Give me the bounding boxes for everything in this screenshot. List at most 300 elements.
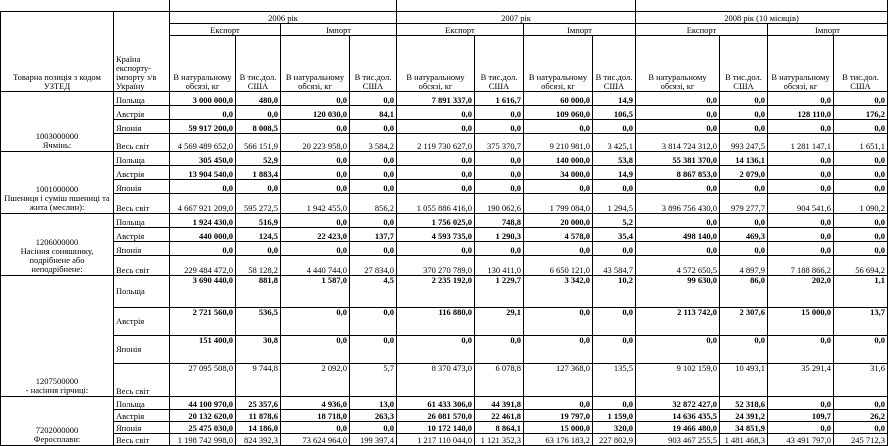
value-cell: 43 584,7	[593, 255, 636, 275]
value-cell: 52 318,6	[720, 396, 768, 409]
value-cell: 0,0	[524, 119, 593, 133]
value-cell: 263,3	[350, 409, 397, 421]
value-cell: 60 000,0	[524, 91, 593, 105]
value-cell: 1 481 468,3	[720, 433, 768, 445]
usd-header: В тис.дол. США	[834, 35, 888, 91]
value-cell: 6 078,8	[475, 363, 524, 396]
value-cell: 99 630,0	[636, 275, 720, 307]
year-header-row	[1, 11, 888, 23]
value-cell: 1 651,1	[834, 133, 888, 151]
value-cell: 0,0	[720, 105, 768, 119]
value-cell: 0,0	[636, 241, 720, 255]
import-2007-header: Імпорт	[524, 23, 636, 35]
table-row-total	[1, 363, 888, 396]
value-cell: 13 904 540,0	[170, 165, 236, 179]
value-cell: 0,0	[834, 91, 888, 105]
value-cell: 14,9	[593, 91, 636, 105]
value-cell: 0,0	[834, 119, 888, 133]
value-cell: 1 799 084,0	[524, 193, 593, 213]
table-row	[1, 241, 888, 255]
table-row	[1, 409, 888, 421]
value-cell: 0,0	[636, 105, 720, 119]
country-cell: Австрія	[114, 105, 170, 119]
value-cell: 8 867 853,0	[636, 165, 720, 179]
value-cell: 824 392,3	[236, 433, 281, 445]
value-cell: 202,0	[768, 275, 834, 307]
value-cell: 10 493,1	[720, 363, 768, 396]
value-cell: 516,9	[236, 213, 281, 227]
value-cell: 595 272,5	[236, 193, 281, 213]
value-cell: 3 814 724 312,0	[636, 133, 720, 151]
qty-header: В натуральному обсязі, кг	[524, 35, 593, 91]
value-cell: 120 030,0	[281, 105, 350, 119]
value-cell: 14,9	[593, 165, 636, 179]
value-cell: 2 113 742,0	[636, 307, 720, 335]
table-row	[1, 275, 888, 307]
value-cell: 0,0	[281, 151, 350, 165]
value-cell: 20 000,0	[524, 213, 593, 227]
export-2008-header: Експорт	[636, 23, 768, 35]
value-cell: 9 210 981,0	[524, 133, 593, 151]
value-cell: 480,0	[236, 91, 281, 105]
value-cell: 0,0	[768, 335, 834, 363]
value-cell: 0,0	[768, 227, 834, 241]
value-cell: 0,0	[834, 421, 888, 433]
value-cell: 0,0	[397, 105, 475, 119]
value-cell: 0,0	[593, 241, 636, 255]
year-2006-header: 2006 рік	[170, 11, 397, 23]
value-cell: 0,0	[720, 241, 768, 255]
value-cell: 0,0	[593, 396, 636, 409]
value-cell: 137,7	[350, 227, 397, 241]
value-cell: 13,7	[834, 307, 888, 335]
value-cell: 7 188 866,2	[768, 255, 834, 275]
value-cell: 127 368,0	[524, 363, 593, 396]
value-cell: 0,0	[524, 241, 593, 255]
value-cell: 84,1	[350, 105, 397, 119]
table-row	[1, 151, 888, 165]
value-cell: 0,0	[636, 91, 720, 105]
value-cell: 63 176 183,2	[524, 433, 593, 445]
value-cell: 1 290,3	[475, 227, 524, 241]
value-cell: 0,0	[281, 335, 350, 363]
product-cell	[1, 396, 114, 445]
value-cell: 0,0	[768, 91, 834, 105]
value-cell: 1,1	[834, 275, 888, 307]
value-cell: 4 572 650,5	[636, 255, 720, 275]
value-cell: 34 000,0	[524, 165, 593, 179]
value-cell: 469,3	[720, 227, 768, 241]
value-cell: 0,0	[768, 241, 834, 255]
value-cell: 14 136,1	[720, 151, 768, 165]
value-cell: 31,6	[834, 363, 888, 396]
product-name: Ячмінь:	[42, 139, 72, 150]
table-row-total	[1, 255, 888, 275]
table-row	[1, 213, 888, 227]
value-cell: 245 712,3	[834, 433, 888, 445]
year-2007-header: 2007 рік	[397, 11, 636, 23]
value-cell: 229 484 472,0	[170, 255, 236, 275]
value-cell: 0,0	[834, 227, 888, 241]
value-cell: 903 467 255,5	[636, 433, 720, 445]
value-cell: 0,0	[834, 165, 888, 179]
usd-header: В тис.дол. США	[720, 35, 768, 91]
country-cell: Польща	[114, 151, 170, 165]
usd-header: В тис.дол. США	[350, 35, 397, 91]
value-cell: 1 121 352,3	[475, 433, 524, 445]
value-cell: 25 475 030,0	[170, 421, 236, 433]
value-cell: 59 917 200,0	[170, 119, 236, 133]
product-code: 1001000000	[35, 183, 79, 194]
qty-header: В натуральному обсязі, кг	[636, 35, 720, 91]
export-2007-header: Експорт	[397, 23, 524, 35]
value-cell: 26 081 570,0	[397, 409, 475, 421]
country-column-header: Країна експорту-імпорту з/в Україну	[114, 11, 170, 91]
year-2008-header: 2008 рік (10 місяців)	[636, 11, 888, 23]
value-cell: 22 461,8	[475, 409, 524, 421]
value-cell: 35 291,4	[768, 363, 834, 396]
country-cell: Польща	[114, 91, 170, 105]
value-cell: 0,0	[768, 165, 834, 179]
value-cell: 440 000,0	[170, 227, 236, 241]
value-cell: 35,4	[593, 227, 636, 241]
value-cell: 1 942 455,0	[281, 193, 350, 213]
value-cell: 5,2	[593, 213, 636, 227]
value-cell: 190 062,6	[475, 193, 524, 213]
value-cell: 0,0	[350, 421, 397, 433]
value-cell: 18 718,0	[281, 409, 350, 421]
value-cell: 10,2	[593, 275, 636, 307]
import-2006-header: Імпорт	[281, 23, 397, 35]
value-cell: 0,0	[834, 335, 888, 363]
value-cell: 10 172 140,0	[397, 421, 475, 433]
country-cell: Весь світ	[114, 363, 170, 396]
value-cell: 55 381 370,0	[636, 151, 720, 165]
value-cell: 1 924 430,0	[170, 213, 236, 227]
table-row	[1, 307, 888, 335]
value-cell: 4 578,0	[524, 227, 593, 241]
value-cell: 3 425,1	[593, 133, 636, 151]
value-cell: 375 370,7	[475, 133, 524, 151]
value-cell: 979 277,7	[720, 193, 768, 213]
value-cell: 0,0	[397, 119, 475, 133]
value-cell: 8 008,5	[236, 119, 281, 133]
country-cell: Австрія	[114, 409, 170, 421]
value-cell: 0,0	[524, 307, 593, 335]
value-cell: 1 198 742 998,0	[170, 433, 236, 445]
value-cell: 0,0	[350, 241, 397, 255]
table-row	[1, 165, 888, 179]
value-cell: 0,0	[236, 179, 281, 193]
value-cell: 0,0	[834, 241, 888, 255]
value-cell: 124,5	[236, 227, 281, 241]
value-cell: 0,0	[636, 213, 720, 227]
value-cell: 3 342,0	[524, 275, 593, 307]
value-cell: 109 060,0	[524, 105, 593, 119]
value-cell: 13,0	[350, 396, 397, 409]
value-cell: 0,0	[768, 151, 834, 165]
value-cell: 4,5	[350, 275, 397, 307]
value-cell: 0,0	[350, 151, 397, 165]
value-cell: 2 092,0	[281, 363, 350, 396]
value-cell: 14 636 435,5	[636, 409, 720, 421]
value-cell: 0,0	[834, 151, 888, 165]
value-cell: 0,0	[281, 307, 350, 335]
qty-header: В натуральному обсязі, кг	[170, 35, 236, 91]
product-name: Феросплави:	[33, 433, 81, 444]
value-cell: 0,0	[397, 179, 475, 193]
table-row-total	[1, 133, 888, 151]
product-name: Пшениця і суміш пшениці та жита (меслин):	[4, 192, 110, 212]
value-cell: 0,0	[170, 241, 236, 255]
value-cell: 3 896 756 430,0	[636, 193, 720, 213]
value-cell: 86,0	[720, 275, 768, 307]
country-cell: Японія	[114, 119, 170, 133]
value-cell: 9 744,8	[236, 363, 281, 396]
country-cell: Японія	[114, 421, 170, 433]
value-cell: 0,0	[475, 335, 524, 363]
value-cell: 19 466 480,0	[636, 421, 720, 433]
country-cell: Весь світ	[114, 255, 170, 275]
value-cell: 26,2	[834, 409, 888, 421]
value-cell: 0,0	[281, 165, 350, 179]
value-cell: 199 397,4	[350, 433, 397, 445]
value-cell: 73 624 964,0	[281, 433, 350, 445]
value-cell: 0,0	[350, 91, 397, 105]
value-cell: 15 000,0	[524, 421, 593, 433]
value-cell: 1 616,7	[475, 91, 524, 105]
value-cell: 15 000,0	[768, 307, 834, 335]
value-cell: 0,0	[720, 213, 768, 227]
value-cell: 29,1	[475, 307, 524, 335]
value-cell: 0,0	[170, 105, 236, 119]
qty-header: В натуральному обсязі, кг	[397, 35, 475, 91]
value-cell: 11 878,6	[236, 409, 281, 421]
value-cell: 0,0	[720, 179, 768, 193]
value-cell: 106,5	[593, 105, 636, 119]
product-code: 1206000000	[35, 236, 79, 247]
country-cell: Польща	[114, 396, 170, 409]
value-cell: 1 587,0	[281, 275, 350, 307]
value-cell: 44 100 970,0	[170, 396, 236, 409]
value-cell: 748,8	[475, 213, 524, 227]
value-cell: 566 151,9	[236, 133, 281, 151]
value-cell: 0,0	[281, 421, 350, 433]
value-cell: 140 000,0	[524, 151, 593, 165]
value-cell: 8 864,1	[475, 421, 524, 433]
value-cell: 0,0	[281, 179, 350, 193]
value-cell: 0,0	[475, 241, 524, 255]
value-cell: 3 000 000,0	[170, 91, 236, 105]
value-cell: 52,9	[236, 151, 281, 165]
value-cell: 130 411,0	[475, 255, 524, 275]
value-cell: 3 690 440,0	[170, 275, 236, 307]
table-row	[1, 105, 888, 119]
value-cell: 0,0	[593, 335, 636, 363]
value-cell: 904 541,6	[768, 193, 834, 213]
table-row	[1, 396, 888, 409]
value-cell: 4 440 744,0	[281, 255, 350, 275]
value-cell: 0,0	[236, 105, 281, 119]
value-cell: 4 667 921 209,0	[170, 193, 236, 213]
export-2006-header: Експорт	[170, 23, 281, 35]
table-row	[1, 335, 888, 363]
value-cell: 34 851,9	[720, 421, 768, 433]
country-cell: Польща	[114, 213, 170, 227]
country-cell: Японія	[114, 179, 170, 193]
value-cell: 4 936,0	[281, 396, 350, 409]
value-cell: 27 095 508,0	[170, 363, 236, 396]
value-cell: 109,7	[768, 409, 834, 421]
value-cell: 151 400,0	[170, 335, 236, 363]
value-cell: 2 119 730 627,0	[397, 133, 475, 151]
value-cell: 370 270 789,0	[397, 255, 475, 275]
table-row	[1, 91, 888, 105]
product-name: Насіння соняшнику, подрібнене або неподрібнене:	[20, 245, 94, 274]
product-name: - насіння гірчиці:	[25, 384, 89, 395]
product-cell	[1, 213, 114, 275]
value-cell: 0,0	[281, 241, 350, 255]
country-cell: Польща	[114, 275, 170, 307]
value-cell: 0,0	[475, 105, 524, 119]
value-cell: 0,0	[720, 335, 768, 363]
product-code: 1207500000	[35, 375, 79, 386]
value-cell: 881,8	[236, 275, 281, 307]
value-cell: 27 834,0	[350, 255, 397, 275]
value-cell: 128 110,0	[768, 105, 834, 119]
value-cell: 0,0	[236, 241, 281, 255]
product-code: 7202000000	[35, 424, 79, 435]
value-cell: 0,0	[397, 165, 475, 179]
value-cell: 0,0	[281, 119, 350, 133]
value-cell: 993 247,5	[720, 133, 768, 151]
value-cell: 1 090,2	[834, 193, 888, 213]
value-cell: 25 357,6	[236, 396, 281, 409]
country-cell: Весь світ	[114, 433, 170, 445]
qty-header: В натуральному обсязі, кг	[768, 35, 834, 91]
value-cell: 0,0	[834, 213, 888, 227]
product-cell	[1, 91, 114, 151]
value-cell: 2 235 192,0	[397, 275, 475, 307]
value-cell: 0,0	[834, 179, 888, 193]
usd-header: В тис.дол. США	[236, 35, 281, 91]
country-cell: Австрія	[114, 227, 170, 241]
blank-row	[1, 0, 888, 11]
product-code: 1003000000	[35, 130, 79, 141]
value-cell: 0,0	[350, 179, 397, 193]
value-cell: 227 802,9	[593, 433, 636, 445]
country-cell: Японія	[114, 241, 170, 255]
value-cell: 0,0	[768, 179, 834, 193]
value-cell: 0,0	[475, 151, 524, 165]
value-cell: 30,8	[236, 335, 281, 363]
product-cell	[1, 275, 114, 396]
value-cell: 4 593 735,0	[397, 227, 475, 241]
value-cell: 20 223 958,0	[281, 133, 350, 151]
value-cell: 0,0	[350, 119, 397, 133]
value-cell: 5,7	[350, 363, 397, 396]
value-cell: 0,0	[397, 335, 475, 363]
value-cell: 2 721 560,0	[170, 307, 236, 335]
country-cell: Весь світ	[114, 133, 170, 151]
value-cell: 4 569 489 652,0	[170, 133, 236, 151]
value-cell: 4 897,9	[720, 255, 768, 275]
table-row	[1, 227, 888, 241]
value-cell: 8 370 473,0	[397, 363, 475, 396]
country-cell: Японія	[114, 335, 170, 363]
value-cell: 53,8	[593, 151, 636, 165]
usd-header: В тис.дол. США	[475, 35, 524, 91]
value-cell: 43 491 797,0	[768, 433, 834, 445]
value-cell: 0,0	[524, 396, 593, 409]
value-cell: 536,5	[236, 307, 281, 335]
value-cell: 2 307,6	[720, 307, 768, 335]
value-cell: 0,0	[475, 179, 524, 193]
table-row	[1, 179, 888, 193]
usd-header: В тис.дол. США	[593, 35, 636, 91]
value-cell: 20 132 620,0	[170, 409, 236, 421]
value-cell: 56 694,2	[834, 255, 888, 275]
value-cell: 1 281 147,1	[768, 133, 834, 151]
value-cell: 0,0	[834, 396, 888, 409]
qty-header: В натуральному обсязі, кг	[281, 35, 350, 91]
value-cell: 1 217 110 044,0	[397, 433, 475, 445]
value-cell: 305 450,0	[170, 151, 236, 165]
value-cell: 44 391,8	[475, 396, 524, 409]
value-cell: 0,0	[475, 165, 524, 179]
value-cell: 116 880,0	[397, 307, 475, 335]
value-cell: 0,0	[720, 119, 768, 133]
value-cell: 14 186,0	[236, 421, 281, 433]
value-cell: 1 055 886 416,0	[397, 193, 475, 213]
value-cell: 135,5	[593, 363, 636, 396]
value-cell: 0,0	[768, 396, 834, 409]
value-cell: 1 159,0	[593, 409, 636, 421]
value-cell: 0,0	[281, 213, 350, 227]
value-cell: 1 229,7	[475, 275, 524, 307]
value-cell: 0,0	[524, 335, 593, 363]
value-cell: 3 584,2	[350, 133, 397, 151]
table-row	[1, 119, 888, 133]
value-cell: 176,2	[834, 105, 888, 119]
country-cell: Австрія	[114, 165, 170, 179]
value-cell: 1 883,4	[236, 165, 281, 179]
value-cell: 22 423,0	[281, 227, 350, 241]
value-cell: 0,0	[636, 179, 720, 193]
value-cell: 856,2	[350, 193, 397, 213]
value-cell: 0,0	[593, 119, 636, 133]
country-cell: Весь світ	[114, 193, 170, 213]
value-cell: 0,0	[768, 421, 834, 433]
value-cell: 320,0	[593, 421, 636, 433]
value-cell: 19 797,0	[524, 409, 593, 421]
value-cell: 1 756 025,0	[397, 213, 475, 227]
value-cell: 0,0	[768, 213, 834, 227]
value-cell: 0,0	[768, 119, 834, 133]
value-cell: 0,0	[281, 91, 350, 105]
product-column-header: Товарна позиція з кодом УЗТЕД	[1, 11, 114, 91]
value-cell: 0,0	[350, 165, 397, 179]
value-cell: 0,0	[170, 179, 236, 193]
value-cell: 6 650 121,0	[524, 255, 593, 275]
value-cell: 24 391,2	[720, 409, 768, 421]
value-cell: 0,0	[350, 213, 397, 227]
country-cell: Австрія	[114, 307, 170, 335]
value-cell: 0,0	[593, 307, 636, 335]
value-cell: 0,0	[720, 91, 768, 105]
value-cell: 0,0	[636, 119, 720, 133]
value-cell: 7 891 337,0	[397, 91, 475, 105]
